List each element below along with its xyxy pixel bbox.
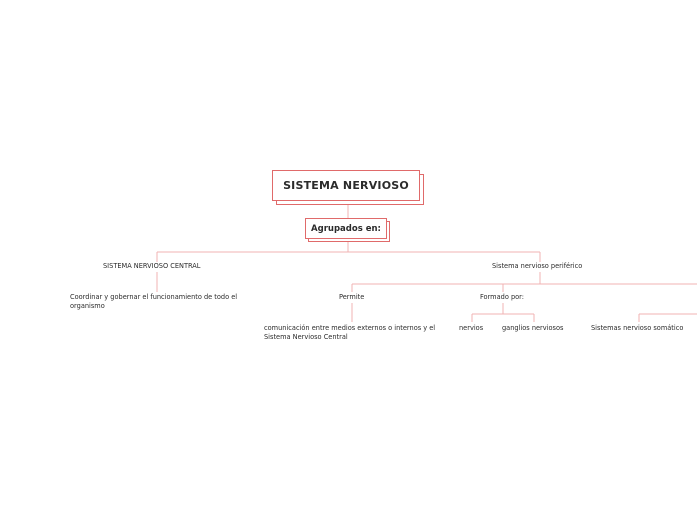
central-description-node[interactable]: Coordinar y gobernar el funcionamiento de todo el organismo [70,293,238,311]
ganglios-node[interactable]: ganglios nerviosos [502,324,564,332]
central-node[interactable]: SISTEMA NERVIOSO CENTRAL [103,262,201,270]
permite-node[interactable]: Permite [339,293,365,301]
somatico-node[interactable]: Sistemas nervioso somático [591,324,684,332]
grouping-node[interactable] [305,218,387,239]
grouping-node-label: Agrupados en: [311,223,381,234]
permite-description-node[interactable]: comunicación entre medios externos o internos y el Sistema Nervioso Central [264,324,436,342]
formado-node[interactable]: Formado por: [480,293,525,301]
peripheral-node[interactable]: Sistema nervioso periférico [492,262,583,270]
root-node-label: SISTEMA NERVIOSO [283,179,409,192]
nervios-node[interactable]: nervios [459,324,484,332]
root-node[interactable] [272,170,420,201]
